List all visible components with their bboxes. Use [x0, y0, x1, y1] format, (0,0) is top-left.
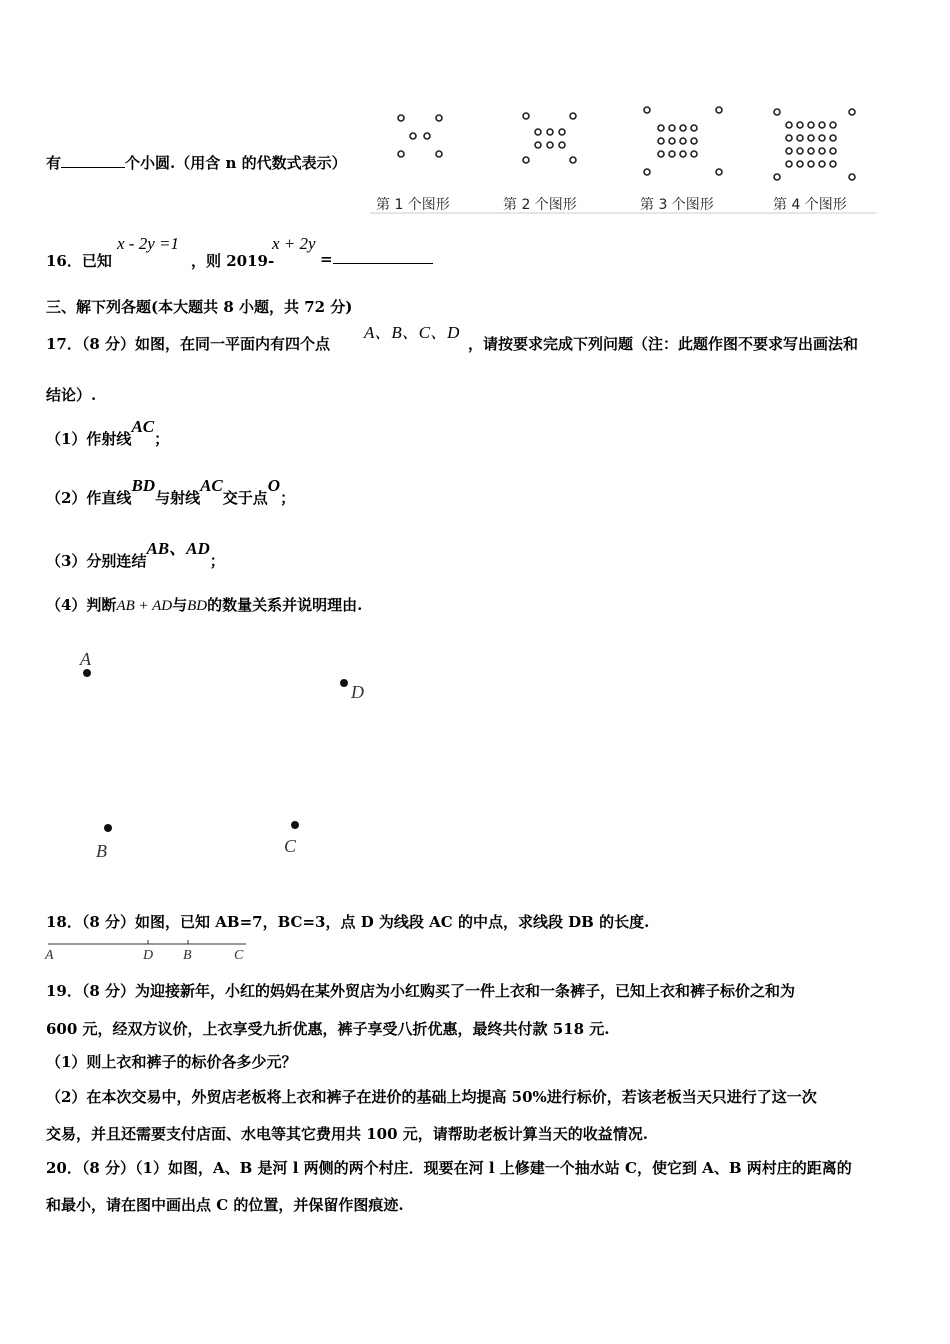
q15-tail [46, 152, 347, 173]
q17-part4-end: 的数量关系并说明理由. [207, 596, 363, 614]
q17-part2-end: ； [280, 489, 296, 507]
q17-part2 [46, 476, 296, 508]
q20-line1: 20．（8 分）（1）如图，A、B 是河 l 两侧的两个村庄．现要在河 l 上修建一个抽水站 C，使它到 A、B 两村庄的距离的 [46, 1159, 852, 1177]
q16-answer-blank[interactable] [333, 251, 433, 264]
q17-intro: 17．（8 分）如图，在同一平面内有四个点 [46, 335, 331, 353]
figure-caption-2: 第 2 个图形 [503, 197, 577, 213]
q17-part4-mid: 与 [172, 596, 188, 614]
figure-caption-4: 第 4 个图形 [773, 197, 847, 213]
q19-line2: 600 元，经双方议价，上衣享受九折优惠，裤子享受八折优惠，最终共付款 518 元. [46, 1020, 610, 1038]
q17-part4-math1: AB + AD [116, 598, 173, 614]
q16-condition: x - 2y =1 [117, 234, 179, 253]
seg-label-b: B [183, 948, 192, 962]
q15-suffix: 个小圆.（用含 n 的代数式表示） [125, 154, 347, 172]
point-c [291, 821, 299, 829]
q17-part4-math2: BD [187, 598, 208, 614]
q17-part2-mid: 与射线 [155, 489, 201, 507]
label-c: C [284, 836, 297, 856]
q17-part1-end: ； [154, 430, 170, 448]
q17-part2-math3: O [267, 476, 281, 495]
q17-part3 [46, 539, 225, 571]
q17-intro-line2: 结论）. [46, 386, 97, 404]
label-d: D [351, 682, 364, 702]
point-d [340, 679, 348, 687]
q17-part2-math2: AC [200, 476, 223, 495]
q18-segment-figure [44, 936, 254, 962]
section-title: 三、解下列各题(本大题共 8 小题，共 72 分) [46, 298, 353, 316]
q17-part3-end: ； [209, 552, 225, 570]
q17-part4 [46, 594, 362, 615]
q20-line2: 和最小，请在图中画出点 C 的位置，并保留作图痕迹. [46, 1196, 404, 1214]
q17-part2-label: （2）作直线 [46, 489, 132, 507]
q17-part3-math: AB、AD [146, 539, 210, 558]
q19-part1: （1）则上衣和裤子的标价各多少元？ [46, 1053, 297, 1071]
seg-label-d: D [143, 948, 154, 962]
figure-caption-1: 第 1 个图形 [376, 197, 450, 213]
q16-number: 16．已知 [46, 252, 112, 270]
q16-eq [320, 250, 433, 268]
q19-line1: 19．（8 分）为迎接新年，小红的妈妈在某外贸店为小红购买了一件上衣和一条裤子，已知上衣和裤子标价之和为 [46, 982, 796, 1000]
seg-label-c: C [234, 948, 244, 962]
q16-eq-sign: = [320, 250, 333, 268]
point-a [83, 669, 91, 677]
q17-part1-math: AC [131, 417, 155, 436]
q19-part2-line1: （2）在本次交易中，外贸店老板将上衣和裤子在进价的基础上均提高 50%进行标价，若该老板当天只进行了这一次 [46, 1088, 817, 1106]
label-a: A [80, 649, 91, 669]
pattern-3 [644, 107, 722, 175]
label-b: B [96, 841, 107, 861]
q17-points: A、B、C、D [364, 323, 460, 342]
pattern-4 [774, 109, 855, 180]
q17-points-figure [70, 645, 390, 870]
q17-part1 [46, 417, 170, 449]
point-b [104, 824, 112, 832]
q18-text: 18．（8 分）如图，已知 AB=7，BC=3，点 D 为线段 AC 的中点，求线段 DB 的长度. [46, 913, 650, 931]
q15-answer-blank[interactable] [61, 155, 125, 168]
q17-part3-label: （3）分别连结 [46, 552, 147, 570]
q19-part2-line2: 交易，并且还需要支付店面、水电等其它费用共 100 元，请帮助老板计算当天的收益情况. [46, 1125, 648, 1143]
q17-part4-label: （4）判断 [46, 596, 117, 614]
pattern-2 [523, 113, 576, 163]
q17-part2-mid2: 交于点 [222, 489, 268, 507]
pattern-1 [398, 115, 442, 157]
q16-expression: x + 2y [272, 234, 316, 253]
figure-caption-3: 第 3 个图形 [640, 197, 714, 213]
q17-intro-tail: ，请按要求完成下列问题（注：此题作图不要求写出画法和 [468, 335, 859, 353]
seg-label-a: A [45, 948, 54, 962]
q17-part2-math1: BD [131, 476, 156, 495]
q15-prefix: 有 [46, 154, 62, 172]
q16-mid: ，则 2019- [191, 252, 275, 270]
q17-part1-label: （1）作射线 [46, 430, 132, 448]
